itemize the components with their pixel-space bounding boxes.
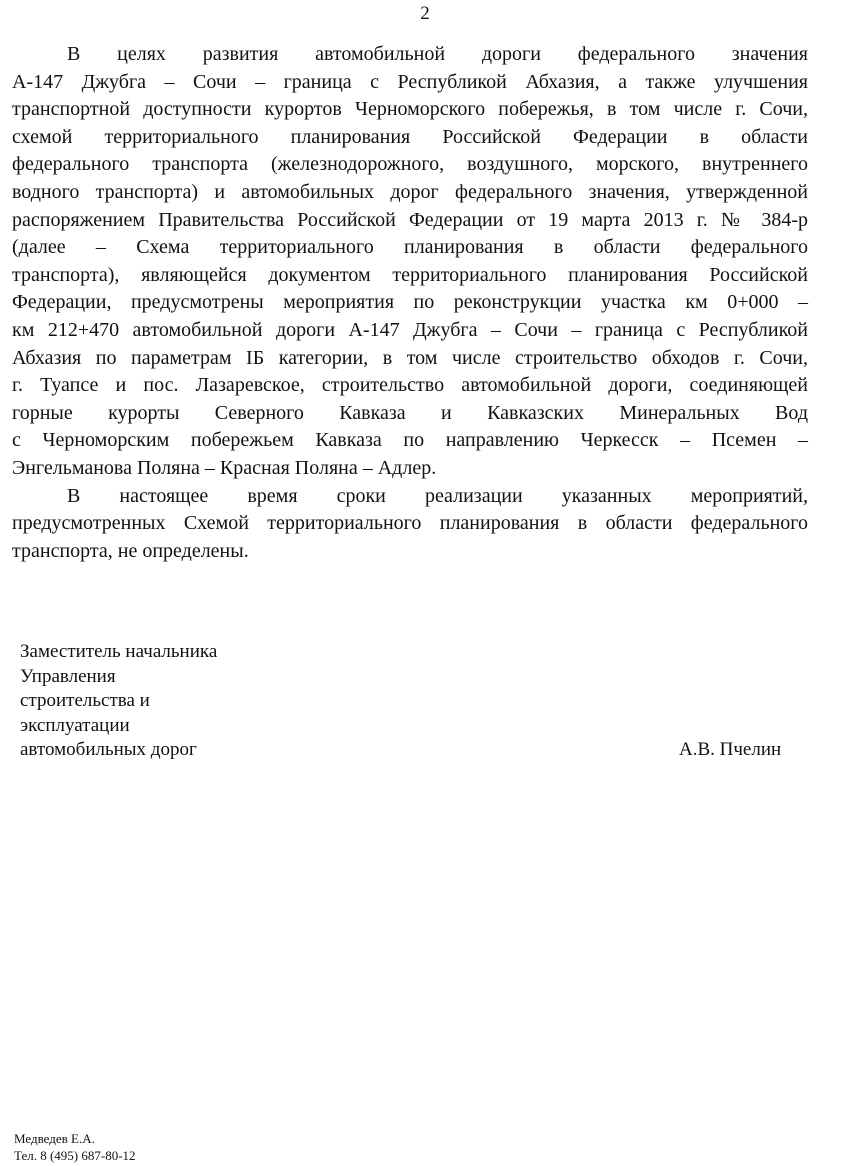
signatory-name: А.В. Пчелин	[679, 739, 782, 760]
paragraph-2	[12, 483, 808, 566]
text-line: предусмотренных Схемой территориального планирования в области федерального	[12, 512, 808, 535]
executor-name: Медведев Е.А.	[14, 1131, 95, 1146]
executor-phone: Тел. 8 (495) 687-80-12	[14, 1148, 136, 1163]
position-line: эксплуатации	[20, 714, 130, 736]
text-line: Федерации, предусмотрены мероприятия по реконструкции участка км 0+000 –	[12, 291, 808, 314]
text-line: км 212+470 автомобильной дороги А-147 Джубга – Сочи – граница с Республикой	[12, 318, 808, 341]
text-line: В целях развития автомобильной дороги федерального значения	[67, 43, 808, 65]
position-line: строительства и	[20, 690, 150, 711]
signatory-position	[20, 640, 217, 763]
text-line: федерального транспорта (железнодорожного, воздушного, морского, внутреннего	[12, 153, 808, 176]
text-line: транспорта, не определены.	[12, 539, 249, 562]
text-line: (далее – Схема территориального планирования в области федерального	[12, 236, 808, 259]
page-number: 2	[420, 3, 430, 24]
text-line: Абхазия по параметрам IБ категории, в том числе строительство обходов г. Сочи,	[12, 346, 808, 369]
executor-info	[14, 1130, 136, 1164]
paragraph-1	[12, 41, 808, 483]
text-line: г. Туапсе и пос. Лазаревское, строительство автомобильной дороги, соединяющей	[12, 374, 808, 397]
position-line: автомобильных дорог	[20, 739, 197, 760]
text-line: транспортной доступности курортов Черноморского побережья, в том числе г. Сочи,	[12, 98, 808, 121]
text-line: схемой территориального планирования Российской Федерации в области	[12, 125, 808, 148]
text-line: транспорта), являющейся документом территориального планирования Российской	[12, 263, 808, 286]
text-line: водного транспорта) и автомобильных дорог федерального значения, утвержденной	[12, 180, 808, 203]
position-line: Заместитель начальника	[20, 641, 218, 662]
text-line: распоряжением Правительства Российской Федерации от 19 марта 2013 г. № 384-р	[12, 208, 808, 231]
text-line: с Черноморским побережьем Кавказа по направлению Черкесск – Псемен –	[12, 429, 808, 452]
text-line: А-147 Джубга – Сочи – граница с Республикой Абхазия, а также улучшения	[12, 70, 808, 93]
text-line: горные курорты Северного Кавказа и Кавказских Минеральных Вод	[12, 401, 808, 424]
text-line: В настоящее время сроки реализации указанных мероприятий,	[67, 484, 808, 507]
letter-body	[12, 41, 808, 565]
text-line: Энгельманова Поляна – Красная Поляна – Адлер.	[12, 456, 437, 479]
position-line: Управления	[20, 665, 116, 687]
